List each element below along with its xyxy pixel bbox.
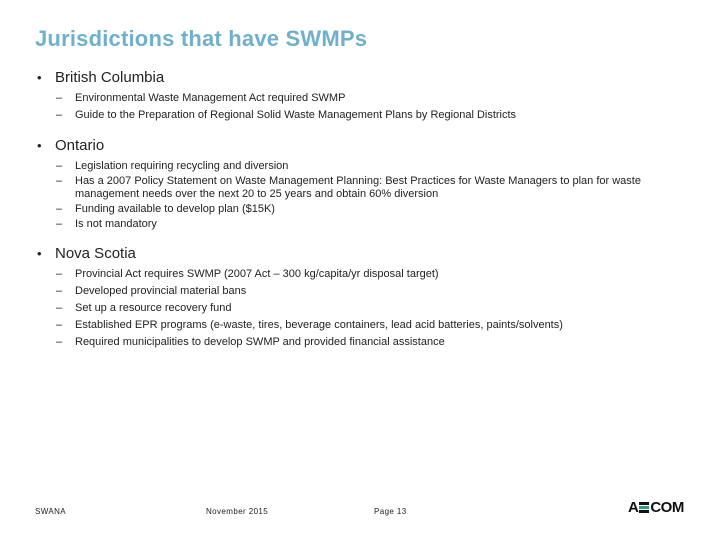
dash-icon: – [56,175,63,187]
list-item: – Guide to the Preparation of Regional Solid Waste Management Plans by Regional Districts [56,109,517,121]
dash-icon: – [56,268,63,280]
dash-icon: – [56,203,63,215]
slide-content [0,66,720,353]
aecom-logo: A COM [628,499,684,516]
bullet-icon: • [37,246,42,261]
list-item: – Developed provincial material bans [56,285,247,297]
section-nova-scotia [0,244,720,349]
list-item: – Legislation requiring recycling and diversion [56,160,289,172]
dash-icon: – [56,218,63,230]
dash-icon: – [56,109,63,121]
dash-icon: – [56,302,63,314]
section-british-columbia [0,68,720,122]
logo-e-bars-icon [639,502,649,513]
list-item: – Environmental Waste Management Act required SWMP [56,92,346,104]
list-item: – Is not mandatory [56,218,157,230]
slide-title: Jurisdictions that have SWMPs [35,26,368,51]
dash-icon: – [56,160,63,172]
dash-icon: – [56,92,63,104]
section-ontario [0,136,720,231]
section-heading: • Ontario [37,137,105,154]
list-item: – Provincial Act requires SWMP (2007 Act – 300 kg/capita/yr disposal target) [56,268,439,280]
list-item: – Required municipalities to develop SWMP and provided financial assistance [56,336,445,348]
dash-icon: – [56,319,63,331]
dash-icon: – [56,285,63,297]
list-item: – Established EPR programs (e-waste, tires, beverage containers, lead acid batteries, paints/solvents) [56,319,563,331]
bullet-icon: • [37,70,42,85]
bullet-icon: • [37,138,42,153]
section-heading: • Nova Scotia [37,245,136,262]
list-item: – Funding available to develop plan ($15K) [56,203,275,215]
list-item: – Has a 2007 Policy Statement on Waste Management Planning: Best Practices for Waste Managers to plan for waste management needs over the next 20 to 25 years and obtain 60% diversion [56,175,641,200]
list-item: – Set up a resource recovery fund [56,302,232,314]
footer-page-number: Page 13 [374,507,407,516]
dash-icon: – [56,336,63,348]
footer-organization: SWANA [35,507,67,516]
section-heading: • British Columbia [37,69,165,86]
footer-date: November 2015 [206,507,269,516]
